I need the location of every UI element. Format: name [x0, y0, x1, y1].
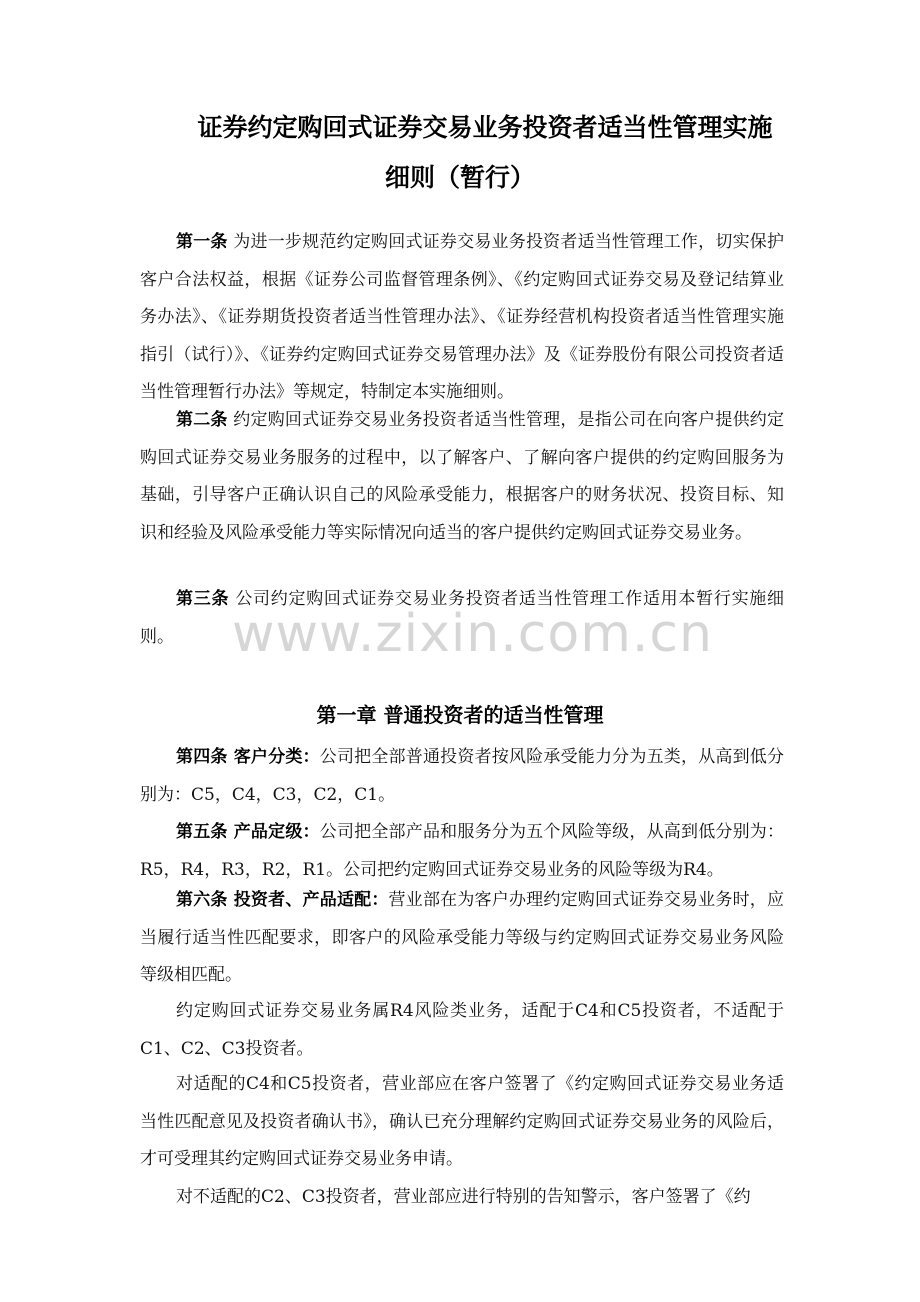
article-text: 营业部在为客户办理约定购回式证券交易业务时，应当履行适当性匹配要求，即客户的风险承受能力等级与约定购回式证券交易业务风险等级相匹配。 — [140, 890, 784, 986]
article-label: 第二条 — [176, 410, 228, 430]
article-6 — [140, 882, 784, 995]
article-text: 约定购回式证券交易业务投资者适当性管理，是指公司在向客户提供约定购回式证券交易业务服务的过程中，以了解客户、了解向客户提供的约定购回服务为基础，引导客户正确认识自己的风险承受能力，根据客户的财务状况、投资目标、知识和经验及风险承受能力等实际情况向适当的客户提供约定购回式证券交易业务。 — [140, 410, 785, 543]
article-text: 公司约定购回式证券交易业务投资者适当性管理工作适用本暂行实施细则。 — [140, 589, 785, 647]
document-title-line-2: 细则（暂行） — [384, 163, 535, 192]
article-label: 第六条 投资者、产品适配： — [176, 890, 389, 910]
article-4 — [140, 739, 784, 814]
watermark: www.zixin.com.cn — [232, 604, 713, 664]
body-paragraph: 约定购回式证券交易业务属R4风险类业务，适配于C4和C5投资者，不适配于C1、C2、C3投资者。 — [140, 1001, 784, 1059]
article-label: 第四条 客户分类： — [176, 747, 320, 767]
article-1 — [140, 224, 784, 412]
body-paragraph: 对适配的C4和C5投资者，营业部应在客户签署了《约定购回式证券交易业务适当性匹配意见及投资者确认书》，确认已充分理解约定购回式证券交易业务的风险后，才可受理其约定购回式证券交易业务申请。 — [140, 1074, 784, 1170]
article-3 — [140, 581, 784, 656]
article-2 — [140, 402, 784, 552]
article-text: 公司把全部产品和服务分为五个风险等级，从高到低分别为：R5，R4，R3，R2，R1。公司把约定购回式证券交易业务的风险等级为R4。 — [140, 822, 785, 880]
article-text: 为进一步规范约定购回式证券交易业务投资者适当性管理工作，切实保护客户合法权益，根据《证券公司监督管理条例》、《约定购回式证券交易及登记结算业务办法》、《证券期货投资者适当性管理办法》、《证券经营机构投资者适当性管理实施指引（试行）》、《证券约定购回式证券交易管理办法》及《证券股份有限公司投资者适当性管理暂行办法》等规定，特制定本实施细则。 — [140, 232, 785, 403]
article-label: 第一条 — [176, 232, 228, 252]
article-label: 第三条 — [176, 589, 230, 609]
article-5 — [140, 814, 784, 889]
chapter-heading: 第一章 普通投资者的适当性管理 — [316, 703, 604, 727]
document-title-line-1: 证券约定购回式证券交易业务投资者适当性管理实施 — [197, 113, 773, 142]
article-label: 第五条 产品定级： — [176, 822, 320, 842]
article-text: 公司把全部普通投资者按风险承受能力分为五类，从高到低分别为：C5，C4，C3，C2，C1。 — [140, 747, 785, 805]
body-paragraph: 对不适配的C2、C3投资者，营业部应进行特别的告知警示，客户签署了《约 — [176, 1187, 751, 1207]
